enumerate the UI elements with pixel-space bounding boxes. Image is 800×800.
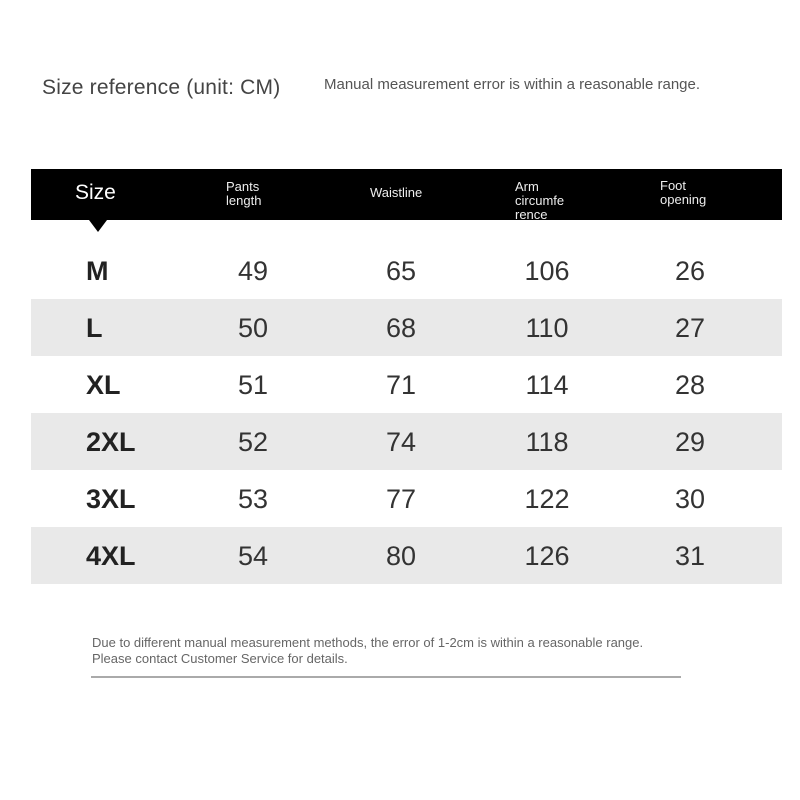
- cell-pants-length: 52: [237, 427, 269, 457]
- table-row: [31, 299, 782, 356]
- cell-foot-opening: 30: [674, 484, 706, 514]
- page-title: Size reference (unit: CM): [42, 76, 281, 99]
- cell-pants-length: 49: [237, 256, 269, 286]
- measurement-note-top: Manual measurement error is within a reasonable range.: [324, 76, 701, 93]
- cell-pants-length: 51: [237, 370, 269, 400]
- cell-arm-circumference: 114: [525, 370, 569, 400]
- cell-foot-opening: 27: [674, 313, 706, 343]
- table-header: [31, 169, 782, 220]
- cell-arm-circumference: 106: [524, 256, 570, 286]
- table-row: [31, 242, 782, 299]
- header-arm-circumference: Arm circumfe rence: [515, 179, 565, 222]
- table-row: [31, 356, 782, 413]
- cell-arm-circumference: 110: [525, 313, 569, 343]
- row-size: 2XL: [86, 427, 136, 457]
- row-size: 3XL: [86, 484, 136, 514]
- cell-pants-length: 50: [237, 313, 269, 343]
- row-size: L: [86, 313, 103, 343]
- cell-foot-opening: 26: [674, 256, 706, 286]
- cell-foot-opening: 28: [674, 370, 706, 400]
- cell-waistline: 77: [385, 484, 417, 514]
- cell-arm-circumference: 118: [525, 427, 569, 457]
- cell-waistline: 68: [385, 313, 417, 343]
- header-waistline: Waistline: [370, 185, 423, 200]
- cell-arm-circumference: 122: [524, 484, 570, 514]
- row-size: XL: [86, 370, 121, 400]
- table-row: [31, 527, 782, 584]
- cell-pants-length: 53: [237, 484, 269, 514]
- cell-foot-opening: 29: [674, 427, 706, 457]
- row-size: 4XL: [86, 541, 136, 571]
- header-pointer-arrow: [89, 220, 107, 232]
- header-pants-length: Pants length: [226, 179, 262, 208]
- header-foot-opening: Foot opening: [660, 178, 707, 207]
- header-size: Size: [75, 181, 116, 204]
- row-size: M: [86, 256, 109, 286]
- cell-waistline: 71: [385, 370, 417, 400]
- table-row: [31, 413, 782, 470]
- cell-foot-opening: 31: [674, 541, 706, 571]
- disclaimer-note: Due to different manual measurement methods, the error of 1-2cm is within a reasonable range. Please contact Customer Service for details.: [92, 635, 644, 666]
- divider-line: [91, 676, 681, 678]
- cell-arm-circumference: 126: [524, 541, 570, 571]
- cell-pants-length: 54: [237, 541, 269, 571]
- cell-waistline: 80: [385, 541, 417, 571]
- cell-waistline: 74: [385, 427, 417, 457]
- cell-waistline: 65: [385, 256, 417, 286]
- table-row: [31, 470, 782, 527]
- size-table: [31, 169, 782, 584]
